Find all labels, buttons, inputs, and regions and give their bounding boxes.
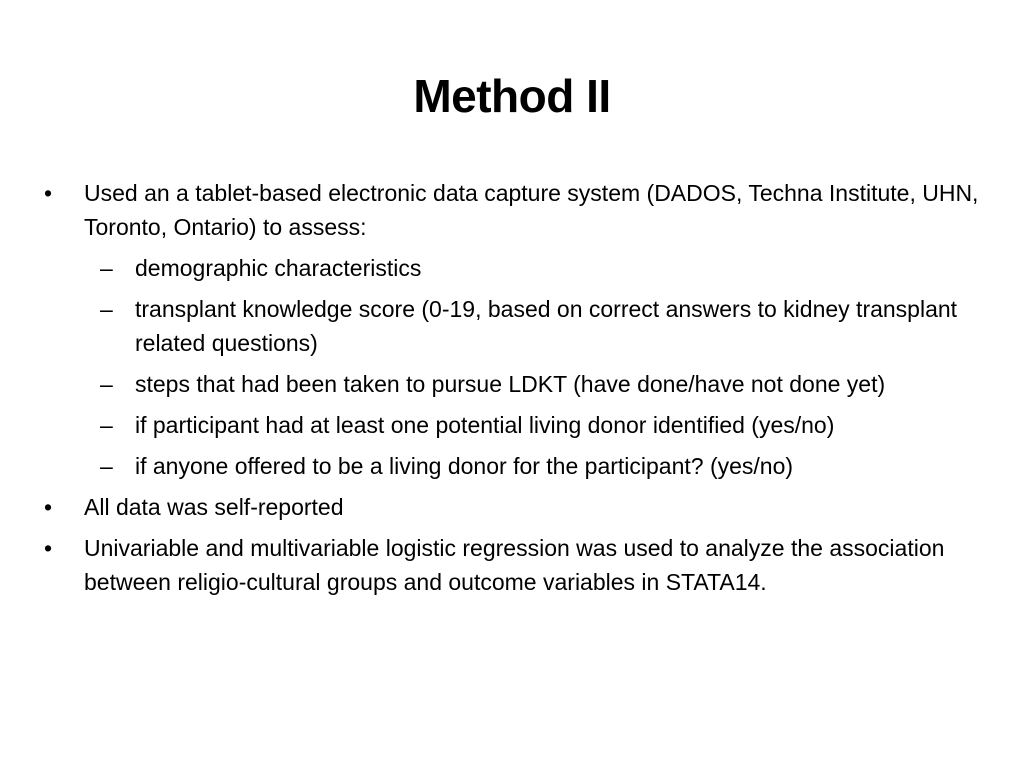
bullet-list: [44, 176, 994, 606]
sub-bullet-text: if anyone offered to be a living donor for the participant? (yes/no): [135, 453, 794, 479]
sub-bullet-list: [44, 251, 994, 483]
sub-bullet-item-4: [44, 408, 994, 442]
dash-marker: –: [100, 255, 113, 281]
sub-bullet-item-5: [44, 449, 994, 483]
bullet-item-1: [44, 176, 994, 244]
sub-bullet-text: transplant knowledge score (0-19, based on correct answers to kidney transplant related questions): [135, 296, 958, 356]
bullet-text: Used an a tablet-based electronic data capture system (DADOS, Techna Institute, UHN, Toronto, Ontario) to assess:: [84, 180, 979, 240]
dash-marker: –: [100, 371, 113, 397]
sub-bullet-text: if participant had at least one potential living donor identified (yes/no): [135, 412, 835, 438]
bullet-item-3: [44, 531, 994, 599]
dash-marker: –: [100, 412, 113, 438]
sub-bullet-text: steps that had been taken to pursue LDKT (have done/have not done yet): [135, 371, 886, 397]
sub-bullet-item-3: [44, 367, 994, 401]
slide-title: Method II: [413, 70, 611, 122]
dash-marker: –: [100, 296, 113, 322]
sub-bullet-item-2: [44, 292, 994, 360]
sub-bullet-item-1: [44, 251, 994, 285]
bullet-marker: •: [44, 535, 53, 561]
bullet-item-2: [44, 490, 994, 524]
bullet-text: All data was self-reported: [84, 494, 344, 520]
dash-marker: –: [100, 453, 113, 479]
sub-bullet-text: demographic characteristics: [135, 255, 422, 281]
bullet-marker: •: [44, 494, 53, 520]
bullet-text: Univariable and multivariable logistic regression was used to analyze the association between religio-cultural groups and outcome variables in STATA14.: [84, 535, 945, 595]
bullet-marker: •: [44, 180, 53, 206]
